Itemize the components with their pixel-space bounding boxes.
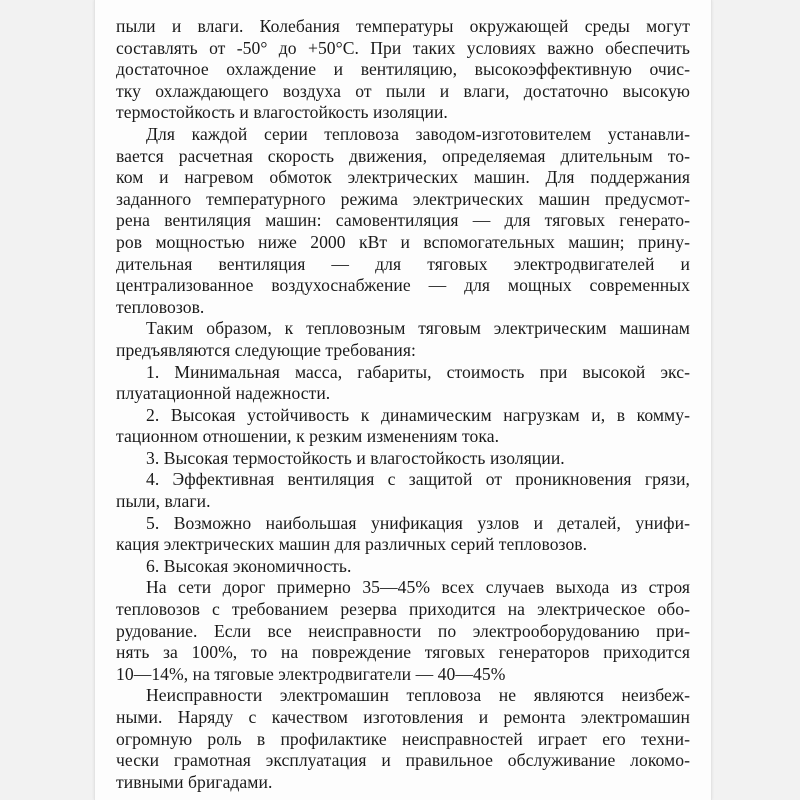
text-line: 6. Высокая экономичность. [146,555,352,576]
text-line: тационном отношении, к резким изменениям тока. [116,426,500,447]
text-line: 3. Высокая термостойкость и влагостойкость изоляции. [146,447,565,468]
text-line: составлять от -50° до +50°С. При таких условиях важно обеспечить [116,37,690,58]
text-line: огромную роль в профилактике неисправностей играет его техни- [116,728,690,749]
text-line: заданного температурного режима электрических машин предусмот- [116,188,690,209]
document-page [94,0,712,800]
text-line: ными. Наряду с качеством изготовления и ремонта электромашин [116,707,690,727]
text-line: централизованное воздухоснабжение — для мощных современных [116,275,690,296]
text-line: рена вентиляция машин: самовентиляция — для тяговых генерато- [116,210,690,231]
text-line: рудование. Если все неисправности по электрооборудованию при- [116,620,690,641]
text-line: вается расчетная скорость движения, определяемая длительным то- [116,145,690,166]
text-line: предъявляются следующие требования: [116,339,416,360]
text-line: плуатационной надежности. [116,383,331,404]
text-line: тепловозов с требованием резерва приходится на электрическое обо- [116,599,690,620]
text-line: 4. Эффективная вентиляция с защитой от проникновения грязи, [146,469,690,490]
text-line: кация электрических машин для различных серий тепловозов. [116,534,588,555]
text-line: нять за 100%, то на повреждение тяговых генераторов приходится [116,642,690,663]
text-line: ком и нагревом обмоток электрических машин. Для поддержания [116,167,690,188]
text-line: 5. Возможно наибольшая унификация узлов и деталей, унифи- [146,512,690,533]
text-line: 2. Высокая устойчивость к динамическим нагрузкам и, в комму- [146,404,690,425]
text-line: Для каждой серии тепловоза заводом-изготовителем устанавли- [146,123,690,144]
text-line: 1. Минимальная масса, габариты, стоимость при высокой экс- [146,361,690,382]
text-line: 10—14%, на тяговые электродвигатели — 40—45% [116,663,506,684]
text-line: Таким образом, к тепловозным тяговым электрическим машинам [146,318,690,339]
text-line: тивными бригадами. [116,771,273,792]
text-line: дительная вентиляция — для тяговых электродвигателей и [116,253,690,274]
text-line: пыли и влаги. Колебания температуры окружающей среды могут [116,16,690,36]
body-text [116,16,690,793]
text-line: термостойкость и влагостойкость изоляции. [116,102,448,123]
text-line: На сети дорог примерно 35—45% всех случаев выхода из строя [146,577,690,598]
text-line: тку охлаждающего воздуха от пыли и влаги, достаточно высокую [116,80,690,101]
text-line: ров мощностью ниже 2000 кВт и вспомогательных машин; прину- [116,231,690,252]
text-line: Неисправности электромашин тепловоза не являются неизбеж- [146,685,690,706]
text-line: достаточное охлаждение и вентиляцию, высокоэффективную очис- [116,59,690,80]
text-line: тепловозов. [116,296,205,317]
text-line: пыли, влаги. [116,491,211,512]
text-line: чески грамотная эксплуатация и правильное обслуживание локомо- [116,750,690,771]
